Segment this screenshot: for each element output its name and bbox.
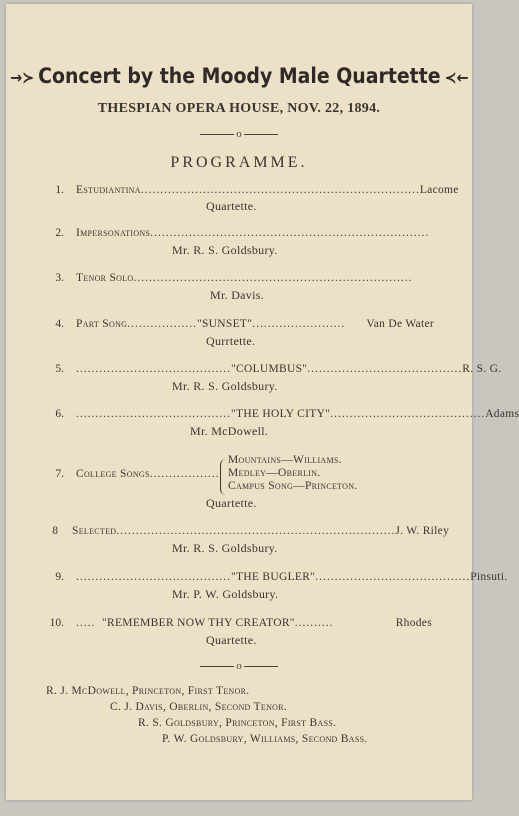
quartette-member: C. J. Davis, Oberlin, Second Tenor. [110, 701, 288, 713]
item-title: Estudiantina [76, 184, 141, 196]
item-number: 5. [55, 363, 64, 375]
program-item-8: Selected ........................................................................ J. W. Riley [72, 525, 450, 537]
program-item-4: Part Song .................. "SUNSET" ........................ Van De Water [76, 318, 434, 330]
program-item-9: ........................................ "THE BUGLER" ........................................ Pinsuti. [76, 571, 508, 583]
top-divider: o [6, 128, 472, 140]
venue-date: THESPIAN OPERA HOUSE, NOV. 22, 1894. [97, 101, 381, 116]
item-title: Selected [72, 525, 117, 537]
item-title: Tenor Solo [76, 272, 134, 284]
item-performer: Mr. R. S. Goldsbury. [172, 541, 278, 555]
item-performer: Quartette. [206, 633, 257, 647]
song-entry: Medley—Oberlin. [228, 467, 321, 479]
item-performer: Mr. Davis. [210, 288, 264, 302]
program-item-3: Tenor Solo ........................................................................ [76, 272, 413, 284]
item-song: "THE HOLY CITY" [231, 408, 331, 420]
left-arrow-ornament: →≻ [10, 68, 35, 87]
program-item-6: ........................................ "THE HOLY CITY" ........................................ Adams [76, 408, 519, 420]
item-title: Part Song [76, 318, 128, 330]
program-item-2: Impersonations ........................................................................ [76, 227, 430, 239]
item-song: "REMEMBER NOW THY CREATOR" [102, 617, 295, 629]
program-title [6, 64, 472, 88]
program-item-1: Estudiantina ........................................................................ Lacome [76, 184, 459, 196]
quartette-member: R. J. McDowell, Princeton, First Tenor. [46, 685, 250, 697]
item-song: "COLUMBUS" [231, 363, 308, 375]
quartette-member: P. W. Goldsbury, Williams, Second Bass. [162, 733, 368, 745]
concert-program-sheet [6, 4, 519, 800]
item-credit: Van De Water [366, 318, 434, 330]
item-credit: Rhodes [395, 617, 432, 629]
item-performer: Mr. P. W. Goldsbury. [172, 587, 279, 601]
song-entry: Campus Song—Princeton. [228, 480, 358, 492]
item-number: 4. [55, 318, 64, 330]
program-item-5: ........................................ "COLUMBUS" ........................................ R. S. G. [76, 363, 502, 375]
item-number: 3. [55, 272, 64, 284]
quartette-member: R. S. Goldsbury, Princeton, First Bass. [138, 717, 337, 729]
songs-brace [220, 459, 227, 495]
item-number: 10. [49, 617, 64, 629]
item-credit: Lacome [419, 184, 459, 196]
programme-heading: PROGRAMME. [170, 154, 308, 171]
item-number: 1. [55, 184, 64, 196]
item-performer: Quartette. [206, 199, 257, 213]
item-credit: Pinsuti. [470, 571, 508, 583]
song-entry: Mountains—Williams. [228, 454, 342, 466]
item-performer: Qurrtette. [206, 334, 256, 348]
item-number: 9. [55, 571, 64, 583]
item-number: 7. [55, 468, 64, 480]
item-performer: Mr. R. S. Goldsbury. [172, 379, 278, 393]
item-title: Impersonations [76, 227, 151, 239]
item-performer: Quartette. [206, 496, 257, 510]
item-number: 8 [52, 525, 58, 537]
program-item-7: College Songs .................. [76, 468, 220, 480]
item-number: 2. [55, 227, 64, 239]
item-credit: Adams [485, 408, 519, 420]
bottom-divider: o [6, 660, 472, 672]
item-title: College Songs [76, 468, 150, 480]
item-credit: R. S. G. [462, 363, 502, 375]
item-performer: Mr. R. S. Goldsbury. [172, 243, 278, 257]
title-text: Concert by the Moody Male Quartette [38, 64, 441, 88]
item-performer: Mr. McDowell. [190, 424, 269, 438]
college-songs-list [228, 454, 358, 493]
item-number: 6. [55, 408, 64, 420]
item-song: "SUNSET" [196, 318, 253, 330]
right-arrow-ornament: ≺← [444, 68, 469, 87]
item-credit: J. W. Riley [395, 525, 450, 537]
program-item-10: ..... "REMEMBER NOW THY CREATOR" .......... Rhodes [76, 617, 432, 629]
item-song: "THE BUGLER" [231, 571, 316, 583]
